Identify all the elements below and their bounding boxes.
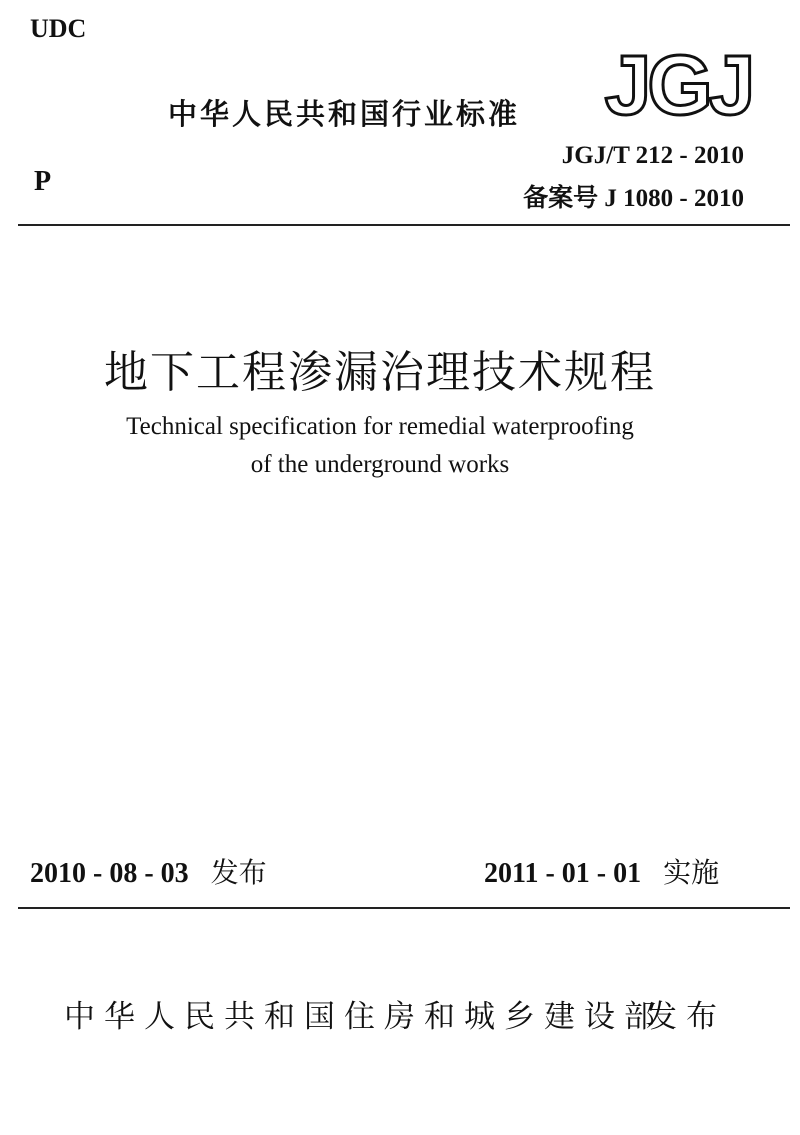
document-title-english	[60, 408, 700, 484]
issue-date-block	[30, 851, 267, 891]
logo-text: JGJ	[604, 44, 752, 124]
issuing-authority: 中华人民共和国住房和城乡建设部	[64, 999, 664, 1035]
issue-date: 2010 - 08 - 03	[30, 858, 189, 889]
effective-date: 2011 - 01 - 01	[484, 858, 642, 889]
english-title-line-1: Technical specification for remedial waterproofing	[126, 413, 634, 440]
english-title-line-2: of the underground works	[250, 451, 510, 478]
jgj-logo	[598, 44, 758, 124]
record-number: 备案号 J 1080 - 2010	[523, 185, 744, 212]
industry-standard-title: 中华人民共和国行业标准	[168, 97, 521, 131]
document-title-chinese: 地下工程渗漏治理技术规程	[104, 347, 656, 398]
effective-date-block	[484, 851, 719, 891]
standard-code: JGJ/T 212 - 2010	[561, 142, 744, 169]
divider-top	[18, 224, 790, 226]
category-letter: P	[34, 166, 52, 197]
udc-label: UDC	[30, 14, 87, 43]
issuing-label: 发布	[646, 999, 726, 1035]
divider-bottom	[18, 907, 790, 909]
effective-label: 实施	[663, 856, 720, 889]
issue-label: 发布	[210, 856, 267, 889]
